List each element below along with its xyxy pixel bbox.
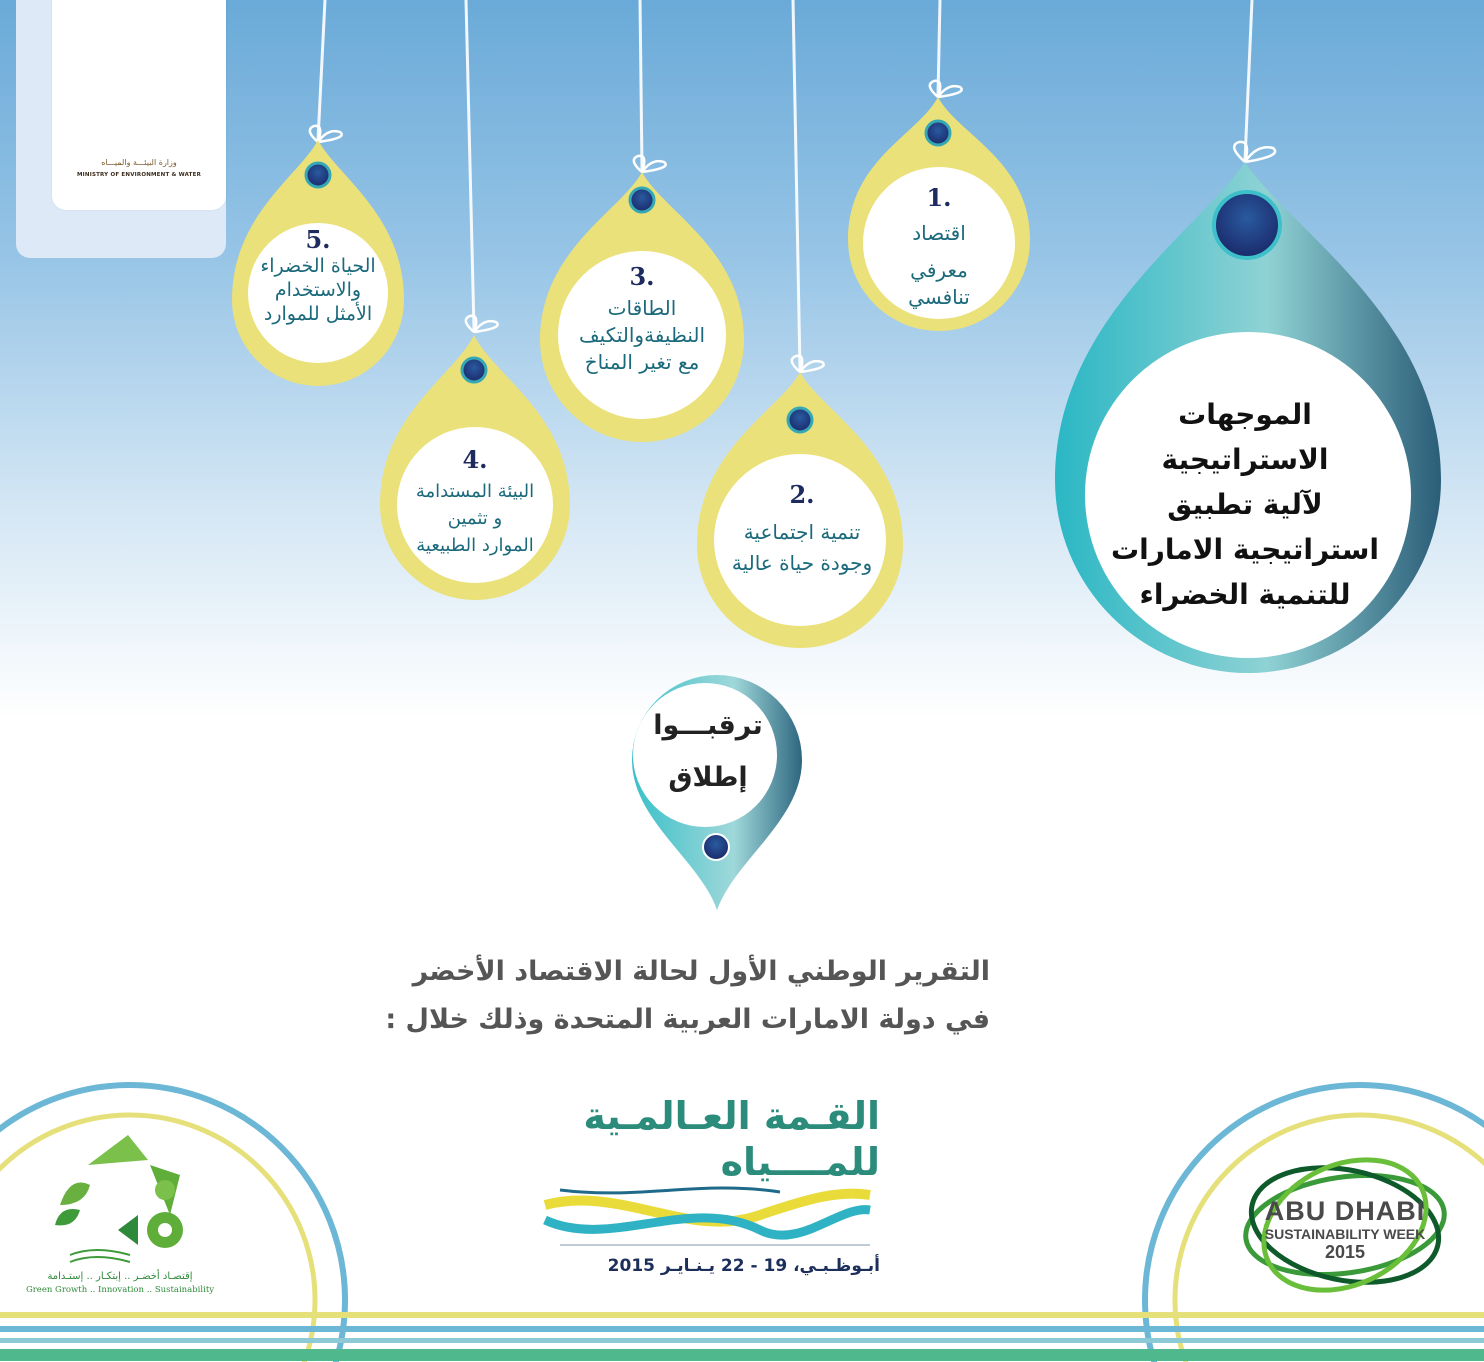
- ministry-logo: [52, 0, 226, 210]
- bottom-stripes: [0, 1312, 1484, 1361]
- ornament-4-line: الموارد الطبيعية: [416, 535, 534, 556]
- adsw-line2: SUSTAINABILITY WEEK: [1264, 1226, 1426, 1242]
- water-summit-title: [540, 1093, 880, 1185]
- ministry-name-ar: وزارة البيئـــة والميـــاه: [101, 158, 177, 167]
- ornament-4-text: [400, 445, 550, 559]
- main-ornament-text: [1095, 392, 1395, 617]
- launch-line: ترقبـــوا: [653, 710, 763, 741]
- main-ornament-line: الموجهات الاستراتيجية: [1161, 398, 1329, 476]
- main-ornament-line: لآلية تطبيق: [1167, 488, 1323, 521]
- string-main: [1245, 0, 1252, 160]
- green-growth-logo: [55, 1135, 183, 1262]
- string-4: [466, 0, 474, 330]
- ornament-3-line: مع تغير المناخ: [584, 350, 700, 374]
- ornament-3-text: [564, 262, 720, 376]
- ornament-3-number: 3.: [629, 262, 655, 291]
- ministry-logo-card: [16, 0, 226, 258]
- ornament-2-line: تنمية اجتماعية: [743, 520, 861, 544]
- ornament-2-number: 2.: [789, 480, 815, 509]
- string-3: [640, 0, 642, 170]
- launch-pin-text: [648, 700, 768, 804]
- green-growth-tagline-ar: إقتصـاد أخضـر .. إبتكـار .. إستـدامة: [47, 1271, 193, 1282]
- ornament-3-line: النظيفةوالتكيف: [578, 323, 706, 347]
- string-2: [793, 0, 800, 370]
- ornament-1-line: معرفي تنافسي: [908, 258, 970, 309]
- ministry-name-en: MINISTRY OF ENVIRONMENT & WATER: [76, 172, 202, 178]
- water-summit-date: أبـوظـبـي، 19 - 22 يـنـايـر 2015: [607, 1256, 880, 1276]
- ornament-5-text: [248, 225, 388, 326]
- ornament-4-number: 4.: [462, 445, 488, 474]
- ornament-5-line: الأمثل للموارد: [263, 303, 373, 325]
- green-growth-tagline-en: Green Growth .. Innovation .. Sustainability: [25, 1285, 215, 1295]
- ornament-5-line: الحياة الخضراء: [260, 255, 376, 277]
- summit-title-line: القـمة العـالمـية: [583, 1094, 880, 1138]
- adsw-line1: ABU DHABI: [1264, 1196, 1426, 1226]
- ornament-5-number: 5.: [305, 225, 331, 254]
- adsw-line3: 2015: [1324, 1242, 1366, 1262]
- string-5: [318, 0, 325, 140]
- ornament-1-text: [878, 183, 1000, 311]
- ornament-1-line: اقتصاد: [912, 221, 966, 245]
- ornament-4-line: البيئة المستدامة: [415, 481, 535, 502]
- ornament-2-line: وجودة حياة عالية: [731, 551, 873, 575]
- water-summit-wave: [545, 1188, 870, 1245]
- ornament-4-line: و تثمين: [447, 508, 503, 529]
- ornament-2-text: [722, 480, 882, 577]
- report-line: في دولة الامارات العربية المتحدة وذلك خلال :: [385, 1004, 990, 1035]
- report-line: التقرير الوطني الأول لحالة الاقتصاد الأخضر: [412, 956, 990, 987]
- ornament-3-line: الطاقات: [607, 296, 677, 320]
- ornament-1-number: 1.: [926, 183, 952, 212]
- ornament-5-line: والاستخدام: [274, 279, 362, 301]
- launch-line: إطلاق: [668, 762, 748, 793]
- summit-title-line: للمــــياه: [720, 1140, 880, 1184]
- report-description: [340, 948, 990, 1044]
- main-ornament-line: للتنمية الخضراء: [1139, 578, 1351, 611]
- main-ornament-line: استراتيجية الامارات: [1110, 533, 1379, 566]
